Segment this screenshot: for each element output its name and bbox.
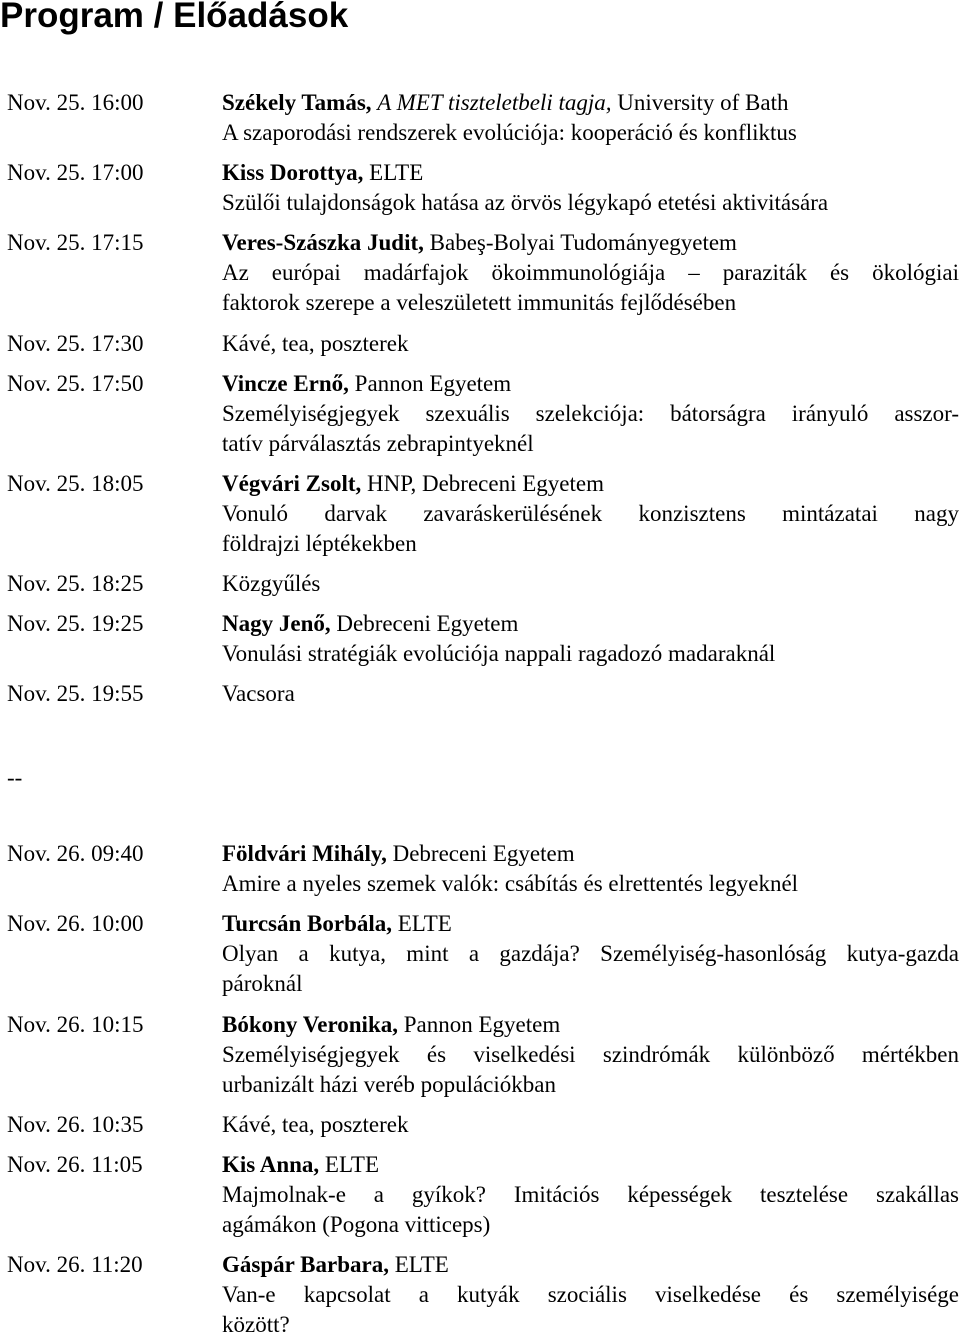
speaker-name: Vincze Ernő, — [222, 371, 349, 396]
entry-header-line — [222, 1250, 959, 1280]
speaker-affiliation: Pannon Egyetem — [397, 1012, 561, 1037]
entry-time: Nov. 26. 11:05 — [7, 1152, 143, 1177]
entry-time: Nov. 26. 09:40 — [7, 841, 144, 866]
speaker-name: Turcsán Borbála, — [222, 911, 392, 936]
speaker-affiliation: Debreceni Egyetem — [386, 841, 575, 866]
entry-header-line — [222, 158, 959, 188]
entry-time: Nov. 25. 19:25 — [7, 611, 144, 636]
speaker-affiliation: Debreceni Egyetem — [330, 611, 519, 636]
entry-header-line — [222, 1150, 959, 1180]
entry-content — [222, 909, 959, 999]
entry-header-line — [222, 1010, 959, 1040]
speaker-name: Székely Tamás, — [222, 90, 372, 115]
entry-header-line — [222, 469, 959, 499]
speaker-affiliation: HNP, Debreceni Egyetem — [361, 471, 604, 496]
entry-header-line — [222, 88, 959, 118]
entry-content — [222, 469, 959, 559]
entry-content — [222, 329, 959, 359]
talk-title: földrajzi léptékekben — [222, 531, 417, 556]
entry-content — [222, 1250, 959, 1340]
entry-time: Nov. 25. 18:25 — [7, 571, 144, 596]
speaker-name: Kis Anna, — [222, 1152, 320, 1177]
talk-title: Vonulási stratégiák evolúciója nappali ragadozó madaraknál — [222, 641, 776, 666]
talk-title: Személyiségjegyek és viselkedési szindrómák különböző mértékben — [222, 1042, 959, 1067]
talk-title: urbanizált házi veréb populációkban — [222, 1072, 556, 1097]
talk-title: Az európai madárfajok ökoimmunológiája – paraziták és ökológiai — [222, 260, 959, 285]
entry-time: Nov. 25. 16:00 — [7, 90, 144, 115]
talk-title: Majmolnak-e a gyíkok? Imitációs képességek tesztelése szakállas — [222, 1182, 959, 1207]
entry-time: Nov. 25. 17:00 — [7, 160, 144, 185]
entry-time: Nov. 26. 10:00 — [7, 911, 144, 936]
entry-time: Nov. 26. 10:15 — [7, 1012, 144, 1037]
entry-content — [222, 839, 959, 899]
entry-time: Nov. 26. 10:35 — [7, 1112, 144, 1137]
entry-header-line — [222, 609, 959, 639]
speaker-affiliation: Pannon Egyetem — [348, 371, 512, 396]
speaker-affiliation: University of Bath — [611, 90, 789, 115]
speaker-affiliation: ELTE — [392, 911, 452, 936]
speaker-role: A MET tiszteletbeli tagja, — [377, 90, 612, 115]
talk-title: Olyan a kutya, mint a gazdája? Személyiség-hasonlóság kutya-gazda — [222, 941, 959, 966]
speaker-affiliation: ELTE — [363, 160, 424, 185]
talk-title: Van-e kapcsolat a kutyák szociális viselkedése és személyisége — [222, 1282, 959, 1307]
entry-header-line — [222, 228, 959, 258]
speaker-name: Gáspár Barbara, — [222, 1252, 389, 1277]
entry-content — [222, 1010, 959, 1100]
speaker-name: Földvári Mihály, — [222, 841, 387, 866]
entry-content — [222, 1110, 959, 1140]
entry-header-line — [222, 909, 959, 939]
speaker-name: Bókony Veronika, — [222, 1012, 398, 1037]
speaker-affiliation: ELTE — [319, 1152, 379, 1177]
speaker-name: Kiss Dorottya, — [222, 160, 364, 185]
speaker-name: Veres-Szászka Judit, — [222, 230, 424, 255]
speaker-affiliation: ELTE — [388, 1252, 449, 1277]
entry-time: Nov. 25. 19:55 — [7, 681, 144, 706]
talk-title: agámákon (Pogona vitticeps) — [222, 1212, 491, 1237]
assembly-label: Közgyűlés — [222, 571, 321, 596]
entry-content — [222, 369, 959, 459]
speaker-affiliation: Babeş-Bolyai Tudományegyetem — [423, 230, 737, 255]
break-label: Kávé, tea, poszterek — [222, 331, 409, 356]
entry-time: Nov. 26. 11:20 — [7, 1252, 143, 1277]
talk-title: A szaporodási rendszerek evolúciója: kooperáció és konfliktus — [222, 120, 797, 145]
entry-content — [222, 609, 959, 669]
day-divider: -- — [7, 765, 23, 790]
talk-title: Amire a nyeles szemek valók: csábítás és elrettentés legyeknél — [222, 871, 799, 896]
talk-title: között? — [222, 1312, 290, 1337]
entry-header-line — [222, 369, 959, 399]
entry-time: Nov. 25. 17:50 — [7, 371, 144, 396]
page-title: Program / Előadások — [0, 0, 349, 35]
entry-header-line — [222, 839, 959, 869]
break-label: Kávé, tea, poszterek — [222, 1112, 409, 1137]
entry-content — [222, 569, 959, 599]
entry-time: Nov. 25. 17:30 — [7, 331, 144, 356]
entry-content — [222, 88, 959, 148]
talk-title: Vonuló darvak zavaráskerülésének konzisztens mintázatai nagy — [222, 501, 959, 526]
talk-title: tatív párválasztás zebrapintyeknél — [222, 431, 534, 456]
speaker-name: Végvári Zsolt, — [222, 471, 362, 496]
speaker-name: Nagy Jenő, — [222, 611, 331, 636]
entry-content — [222, 1150, 959, 1240]
entry-time: Nov. 25. 18:05 — [7, 471, 144, 496]
talk-title: pároknál — [222, 971, 303, 996]
entry-content — [222, 158, 959, 218]
entry-content — [222, 679, 959, 709]
talk-title: faktorok szerepe a veleszületett immunitás fejlődésében — [222, 290, 737, 315]
talk-title: Személyiségjegyek szexuális szelekciója: bátorságra irányuló asszor- — [222, 401, 959, 426]
talk-title: Szülői tulajdonságok hatása az örvös légykapó etetési aktivitására — [222, 190, 829, 215]
dinner-label: Vacsora — [222, 681, 295, 706]
entry-content — [222, 228, 959, 318]
entry-time: Nov. 25. 17:15 — [7, 230, 144, 255]
